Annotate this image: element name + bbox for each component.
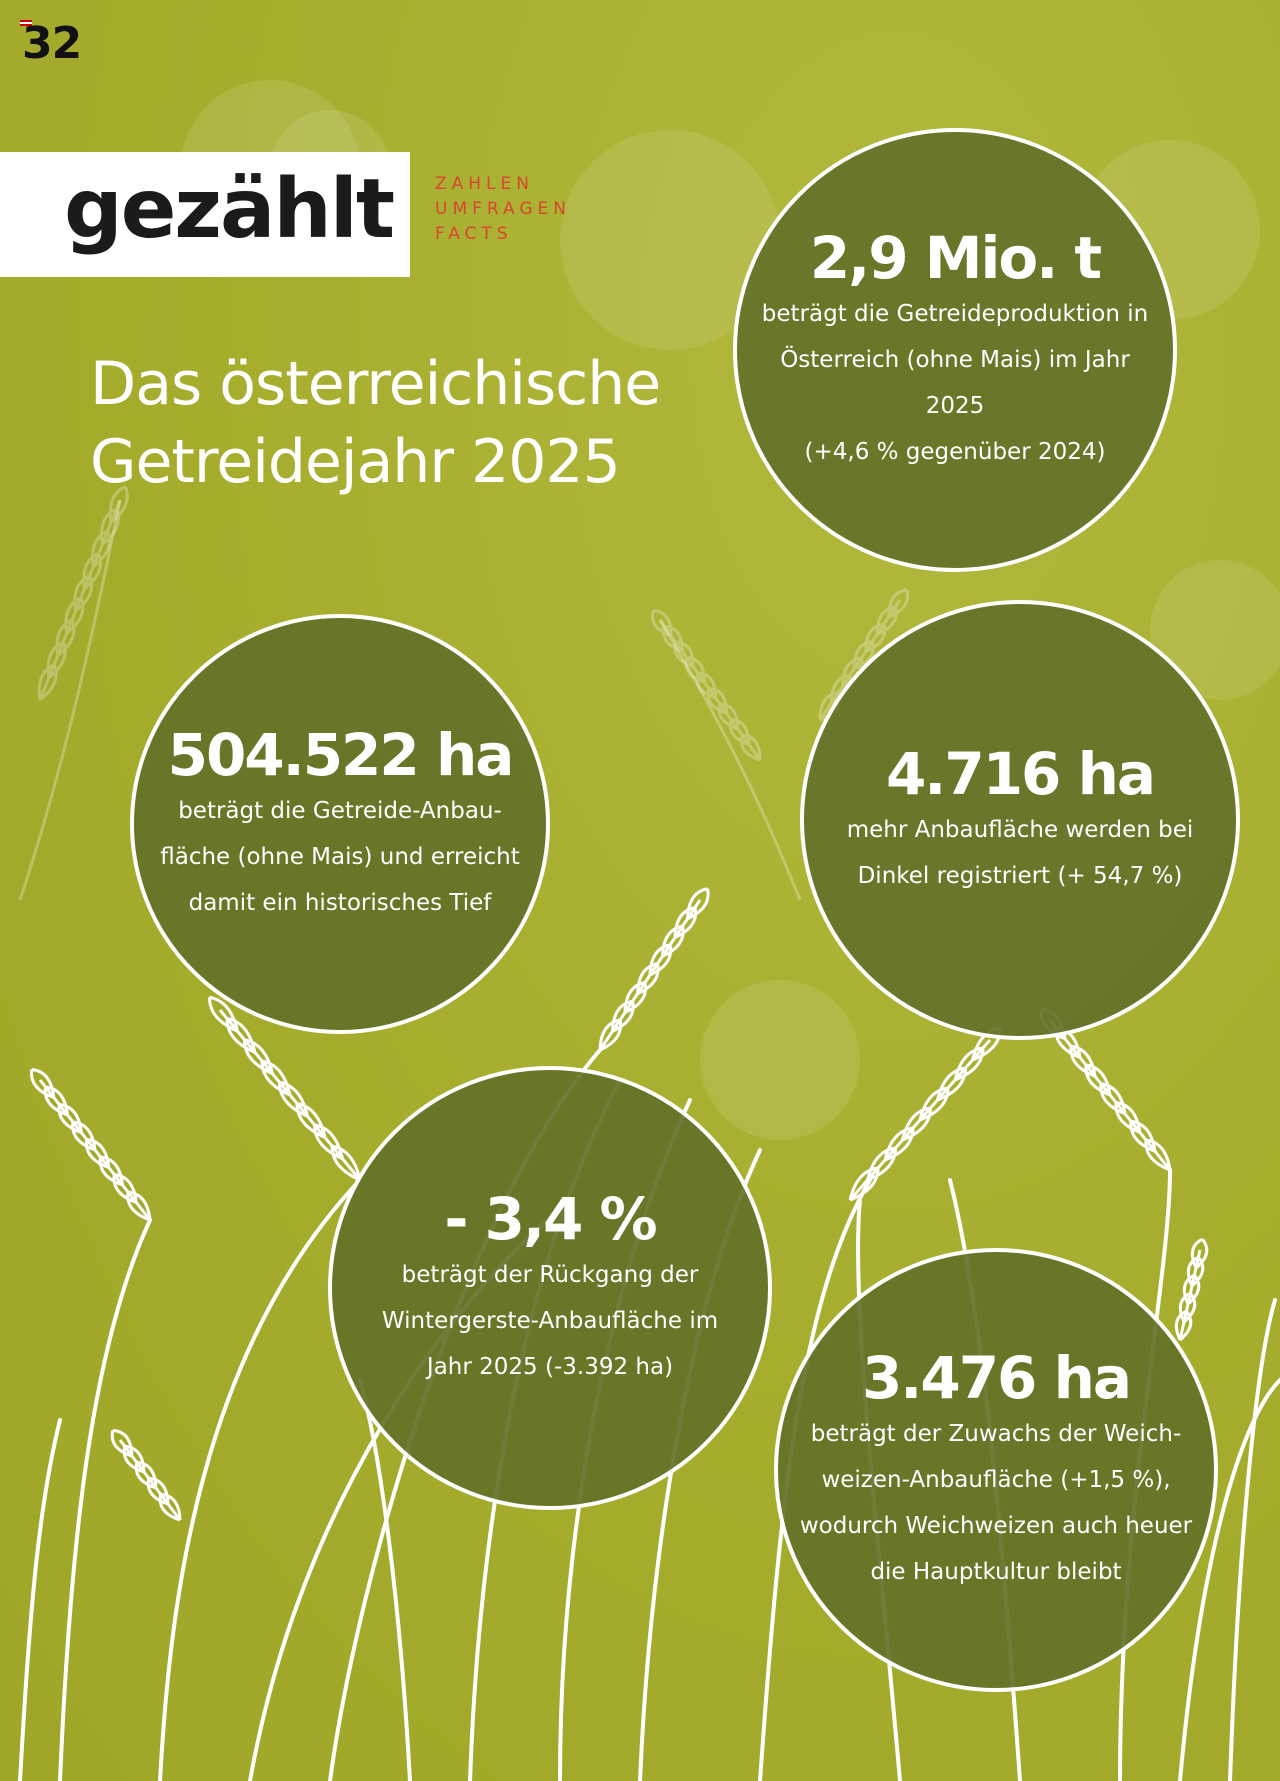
wheat-head <box>39 487 127 700</box>
fact-circle-production <box>733 128 1177 572</box>
fact-value: - 3,4 % <box>444 1185 656 1253</box>
fact-circle-area <box>130 614 550 1034</box>
fact-line: die Hauptkultur bleibt <box>870 1559 1122 1585</box>
wheat-stem <box>1230 1300 1275 1781</box>
fact-circle-dinkel <box>800 600 1240 1040</box>
wheat-stem <box>60 1220 150 1781</box>
wheat-head <box>600 889 708 1050</box>
fact-line: beträgt die Getreideproduktion in <box>761 301 1149 327</box>
wheat-head <box>653 611 760 760</box>
fact-line: wodurch Weichweizen auch heuer <box>799 1513 1193 1539</box>
fact-line: Wintergerste-Anbaufläche im <box>381 1308 719 1334</box>
headline-line: Getreidejahr 2025 <box>90 427 620 497</box>
fact-circle-weichweizen <box>774 1248 1218 1692</box>
fact-line: mehr Anbaufläche werden bei <box>846 817 1194 843</box>
fact-value: 3.476 ha <box>861 1344 1131 1412</box>
fact-line: damit ein historisches Tief <box>188 890 492 916</box>
wheat-stem <box>660 620 800 900</box>
fact-line: Jahr 2025 (-3.392 ha) <box>426 1354 674 1380</box>
fact-line: Österreich (ohne Mais) im Jahr <box>780 347 1130 373</box>
wheat-head <box>31 1070 150 1221</box>
tagline-line: ZAHLEN <box>435 174 534 194</box>
tagline-line: FACTS <box>435 224 513 244</box>
fact-line: weizen-Anbaufläche (+1,5 %), <box>821 1467 1171 1493</box>
page-number: 32 <box>22 18 82 69</box>
fact-line: (+4,6 % gegenüber 2024) <box>804 439 1106 465</box>
fact-value: 504.522 ha <box>167 721 513 789</box>
tagline-line: UMFRAGEN <box>435 199 571 219</box>
fact-line: beträgt die Getreide-Anbau- <box>178 798 502 824</box>
fact-value: 2,9 Mio. t <box>809 224 1101 292</box>
brand-title: gezählt <box>64 162 394 257</box>
fact-line: beträgt der Zuwachs der Weich- <box>810 1421 1182 1447</box>
fact-circle-wintergerste <box>328 1066 772 1510</box>
brand-tagline <box>435 172 571 247</box>
fact-value: 4.716 ha <box>885 740 1155 808</box>
fact-line: 2025 <box>925 393 985 419</box>
wheat-head <box>112 1430 180 1520</box>
wheat-head <box>850 1028 1001 1200</box>
headline-line: Das österreichische <box>90 349 661 419</box>
page-headline <box>90 345 710 501</box>
wheat-stem <box>20 500 120 900</box>
fact-line: Dinkel registriert (+ 54,7 %) <box>857 863 1183 889</box>
wheat-stem <box>20 1420 60 1781</box>
fact-line: beträgt der Rückgang der <box>401 1262 699 1288</box>
wheat-head <box>1176 1239 1206 1340</box>
fact-line: fläche (ohne Mais) und erreicht <box>160 844 520 870</box>
